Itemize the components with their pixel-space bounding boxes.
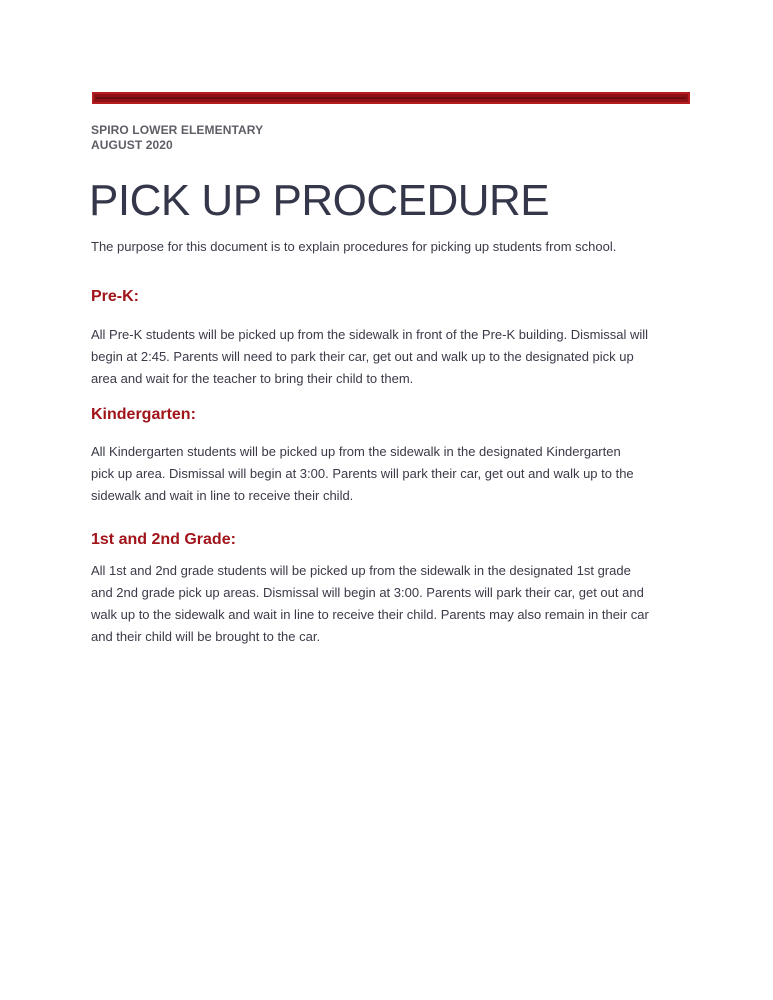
paragraph-line: area and wait for the teacher to bring their child to them. (91, 371, 414, 386)
paragraph-line: All Kindergarten students will be picked up from the sidewalk in the designated Kindergarten (91, 444, 621, 459)
page-title: PICK UP PROCEDURE (89, 176, 550, 225)
paragraph-line: All Pre-K students will be picked up from the sidewalk in front of the Pre-K building. Dismissal will (91, 327, 649, 342)
document-date: AUGUST 2020 (91, 138, 173, 152)
section-heading-kindergarten: Kindergarten: (91, 406, 196, 423)
section-heading-1st-2nd-grade: 1st and 2nd Grade: (91, 531, 236, 548)
paragraph-line: and their child will be brought to the car. (91, 629, 321, 644)
header-rule (92, 92, 690, 104)
school-name: SPIRO LOWER ELEMENTARY (91, 123, 264, 137)
paragraph-line: and 2nd grade pick up areas. Dismissal will begin at 3:00. Parents will park their car, get out and (91, 585, 644, 600)
section-heading-pre-k: Pre-K: (91, 288, 140, 305)
paragraph-line: begin at 2:45. Parents will need to park their car, get out and walk up to the designated pick up (91, 349, 634, 364)
paragraph-line: pick up area. Dismissal will begin at 3:00. Parents will park their car, get out and walk up to the (91, 466, 634, 481)
paragraph-line: All 1st and 2nd grade students will be picked up from the sidewalk in the designated 1st grade (91, 563, 631, 578)
paragraph-line: walk up to the sidewalk and wait in line to receive their child. Parents may also remain in their car (91, 607, 649, 622)
section-body-kindergarten (91, 441, 687, 507)
section-body-1st-2nd-grade (91, 560, 687, 648)
intro-paragraph: The purpose for this document is to explain procedures for picking up students from school. (91, 239, 617, 254)
paragraph-line: sidewalk and wait in line to receive their child. (91, 488, 354, 503)
document-meta (91, 123, 263, 153)
section-body-pre-k (91, 324, 687, 390)
